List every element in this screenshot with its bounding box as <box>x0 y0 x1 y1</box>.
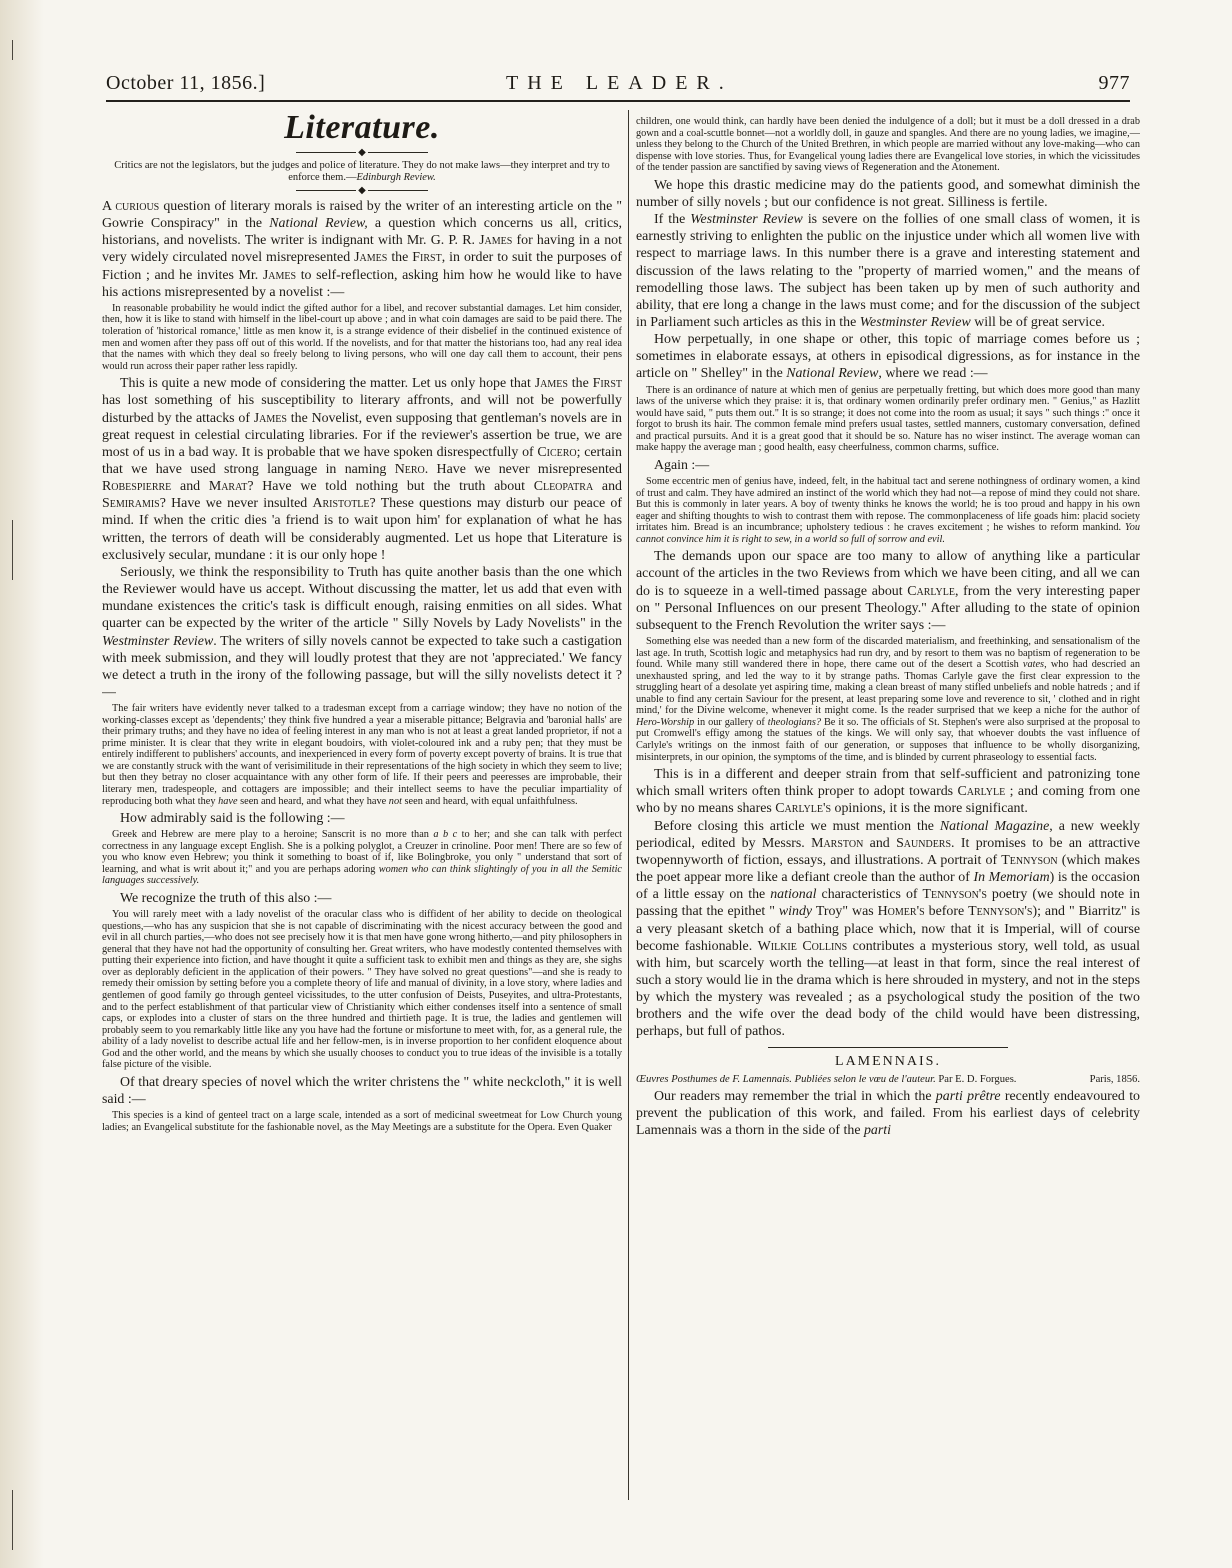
binding-mark <box>12 1490 13 1550</box>
paragraph: How perpetually, in one shape or other, this topic of marriage comes before us ; sometimes in elaborate essays, at others in episodical digressions, as for instance in the article on " Shelley" in the National Review, where we read :— <box>636 332 1140 382</box>
ornament-rule: ◆ <box>102 148 622 158</box>
right-column <box>636 106 1140 1506</box>
paragraph: How admirably said is the following :— <box>120 811 345 827</box>
motto-source: Edinburgh Review. <box>356 172 436 183</box>
block-quote: children, one would think, can hardly have been denied the indulgence of a doll; but it must be a doll dressed in a drab gown and a coal-scuttle bonnet—not a worldly doll, in gauze and spangles. And there are no young ladies, we imagine,—unless they belong to the Church of the United Brethren, in which people are married without any love-making—who can dispense with love stories. Thus, for Evangelical young ladies there are Evangelical love stories, in which the vicissitudes of the tender passion are sanctified by saving views of Regeneration and the Atonement. <box>636 116 1140 174</box>
section-title: Literature. <box>284 109 440 146</box>
paragraph: We hope this drastic medicine may do the patients good, and somewhat diminish the number of silly novels ; but our confidence is not great. Silliness is fertile. <box>636 177 1140 210</box>
ornament-rule: ◆ <box>102 186 622 196</box>
section-divider <box>768 1047 1008 1048</box>
block-quote: This species is a kind of genteel tract on a large scale, intended as a sort of medicinal sweetmeat for Low Church young ladies; an Evangelical substitute for the fashionable novel, as the May Meetings are a substitute for the Opera. Even Quaker <box>102 1110 622 1133</box>
block-quote: Some eccentric men of genius have, indeed, felt, in the habitual tact and serene nothingness of ordinary women, a kind of trust and calm. They have admired an instinct of the world which they had not—a repose of mind they could not share. But this is commonly in later years. A boy of twenty thinks he knows the world; he is too proud and happy in his own eager and shifting thoughts to wish to contrast them with repose. The commonplaceness of life goads him: placid society irritates him. Bread is an incumbrance; upholstery tedious : he craves excitement ; he wishes to reform mankind. You cannot convince him it is right to sew, in a world so full of sorrow and evil. <box>636 476 1140 545</box>
block-quote: You will rarely meet with a lady novelist of the oracular class who is diffident of her ability to decide on theological questions,—who has any suspicion that she is not capable of discriminating with the nicest accuracy between the good and evil in all church parties,—who does not see precisely how it is that men have gone wrong hitherto,—and pity philosophers in general that they have not had the opportunity of consulting her. Great writers, who have modestly contented themselves with putting their experience into fiction, and have thought it quite a sufficient task to exhibit men and things as they are, she sighs over as deplorably deficient in the application of their powers. " They have solved no great questions"—and she is ready to remedy their omission by setting before you a complete theory of life and manual of divinity, in a love story, where ladies and gentlemen of good family go through genteel vicissitudes, to the utter confusion of Deists, Puseyites, and ultra-Protestants, and to the perfect establishment of that particular view of Christianity which either condenses itself into a sentence of small caps, or explodes into a cluster of stars on the three hundred and thirtieth page. It is true, the ladies and gentlemen will probably seem to you remarkably little like any you have had the fortune or misfortune to meet with, for, as a general rule, the ability of a lady novelist to describe actual life and her fellow-men, is in inverse proportion to her confident eloquence about God and the other world, and the means by which she usually chooses to conduct you to true ideas of the invisible is a totally false picture of the visible. <box>102 909 622 1071</box>
bib-place: Paris, 1856. <box>1089 1073 1140 1085</box>
binding-mark <box>12 520 13 580</box>
binding-shadow <box>0 0 44 1568</box>
article-heading: LAMENNAIS. <box>835 1053 941 1069</box>
paragraph: The demands upon our space are too many to allow of anything like a particular account of the articles in the two Reviews from which we have been citing, and all we can do is to squeeze in a well-timed passage about Carlyle, from the very interesting paper on " Personal Influences on our present Theology." After alluding to the state of opinion subsequent to the French Revolution the writer says :— <box>636 549 1140 633</box>
header-date: October 11, 1856.] <box>106 72 266 94</box>
left-column <box>102 106 622 1506</box>
block-quote: Greek and Hebrew are mere play to a heroine; Sanscrit is no more than a b c to her; and she can talk with perfect correctness in any language except English. She is a polking polyglot, a Creuzer in crinoline. Poor men! There are so few of you who know even Hebrew; you think it something to boast of if, like Bolingbroke, you only " understand that sort of learning, and what is writ about it;" and you are perhaps adoring women who can think slightingly of you in all the Semitic languages successively. <box>102 829 622 887</box>
running-header <box>106 72 1130 100</box>
paragraph: Seriously, we think the responsibility to Truth has quite another basis than the one which the Reviewer would have us accept. Without discussing the matter, let us add that even with mundane existences the critic's task is difficult enough, raising enmities on all sides. What quarter can be expected by the writer of the article " Silly Novels by Lady Novelists" in the Westminster Review. The writers of silly novels cannot be expected to take such a castigation with meek submission, and they will loudly protest that they are not 'appreciated.' We fancy we detect a truth in the irony of the following passage, but will the silly novelists detect it ?— <box>102 564 622 701</box>
motto <box>102 160 622 184</box>
bibliographic-note: Œuvres Posthumes de F. Lamennais. Publiées selon le vœu de l'auteur. Par E. D. Forgues. Paris, 1856. <box>636 1073 1140 1085</box>
paragraph: A curious question of literary morals is raised by the writer of an interesting article on the " Gowrie Conspiracy" in the National Review, a question which concerns us all, critics, historians, and novelists. The writer is indignant with Mr. G. P. R. James for having in a not very widely circulated novel misrepresented James the First, in order to suit the purposes of Fiction ; and he invites Mr. James to self-reflection, asking him how he would like to have his actions misrepresented by a novelist :— <box>102 199 622 300</box>
block-quote: Something else was needed than a new form of the discarded materialism, and freethinking, and sensationalism of the last age. In truth, Scottish logic and metaphysics had run dry, and by resort to them was no baptism of regeneration to be found. While many still wandered there in hope, there came out of the desert a Scottish vates, who had descried an unexhausted spring, and led the way to it by strange paths. Thomas Carlyle gave the first clear expression to the struggling heart of a desolate yet aspiring time, making a clean breast of many stifled unbeliefs and noble hatreds ; and if unable to find any certain Saviour for the present, at least preparing some love and reverence to sit, ' clothed and in right mind,' for the Divine welcome, whenever it might come. Is the reader surprised that we keep a niche for the author of Hero-Worship in our gallery of theologians? Be it so. The officials of St. Stephen's were also surprised at the proposal to put Cromwell's effigy among the statues of the kings. We will only say, that whoever doubts the vast influence of Carlyle's writings on the inmost faith of our generation, or supposes that influence to be wholly disorganizing, misinterprets, in our opinion, the symptoms of the time, and is blinded by current phraseology to essential facts. <box>636 636 1140 763</box>
header-title: THE LEADER. <box>506 72 733 94</box>
block-quote: In reasonable probability he would indict the gifted author for a libel, and recover substantial damages. Let him consider, then, how it is like to stand with himself in the libel-court up above ; and in what coin damages are said to be paid there. The toleration of 'historical romance,' little as men know it, is a strange evidence of their disbelief in the continued existence of men and women after they pass off out of this world. If the novelists, and for that matter the historians too, had any real idea that the names with which they deal so freely belong to living persons, who will one day call them to account, their pens would run across their paper rather less rapidly. <box>102 302 622 372</box>
paragraph: This is quite a new mode of considering the matter. Let us only hope that James the First has lost something of his susceptibility to literary affronts, and will not be powerfully disturbed by the attacks of James the Novelist, even supposing that gentleman's novels are in great request in celestial circulating libraries. For if the reviewer's assertion be true, we are most of us in a bad way. It is probable that we have spoken disrespectfully of Cicero; certain that we have used strong language in naming Nero. Have we never misrepresented Robespierre and Marat? Have we told nothing but the truth about Cleopatra and Semiramis? Have we never insulted Aristotle? These questions may disturb our peace of mind. If when the critic dies 'a friend is to wait upon him' for explanation of what he has written, the terrors of death will be considerably augmented. Let us hope that Literature is exclusively secular, mundane : it is our only hope ! <box>102 376 622 563</box>
header-page-number: 977 <box>1098 72 1130 94</box>
paragraph: This is in a different and deeper strain from that self-sufficient and patronizing tone which small writers often think proper to adopt towards Carlyle ; and coming from one who by no means shares Carlyle's opinions, it is the more significant. <box>636 767 1140 817</box>
paragraph: Our readers may remember the trial in which the parti prêtre recently endeavoured to prevent the publication of this work, and failed. From his earliest days of celebrity Lamennais was a thorn in the side of the parti <box>636 1088 1140 1138</box>
paragraph: If the Westminster Review is severe on the follies of one small class of women, it is earnestly striving to enlighten the public on the injustice under which all women live with respect to marriage laws. In this number there is a grave and interesting statement and discussion of the laws relating to the "property of married women," and the means of remodelling those laws. The subject has been taken up by men of such authority and ability, that ere long a change in the laws must come; and for the discussion of the subject in Parliament such articles as this in the Westminster Review will be of great service. <box>636 212 1140 330</box>
block-quote: The fair writers have evidently never talked to a tradesman except from a carriage window; they have no notion of the working-classes except as 'dependents;' they think five hundred a year a miserable pittance; Belgravia and 'baronial halls' are their primary truths; and they have no idea of feeling interest in any man who is not at least a great landed proprietor, if not a prime minister. It is clear that they write in elegant boudoirs, with violet-coloured ink and a ruby pen; that they must be entirely indifferent to publishers' accounts, and inexperienced in every form of poverty except poverty of brains. It is true that we are constantly struck with the want of verisimilitude in their representations of the high society in which they seem to live; but then they betray no closer acquaintance with any other form of life. If their peers and peeresses are improbable, their literary men, tradespeople, and cottagers are impossible; and their intellect seems to have the peculiar impartiality of reproducing both what they have seen and heard, and what they have not seen and heard, with equal unfaithfulness. <box>102 703 622 807</box>
column-rule <box>628 110 629 1500</box>
block-quote: There is an ordinance of nature at which men of genius are perpetually fretting, but which does more good than many laws of the universe which they praise: it is, that ordinary women ordinarily prefer ordinary men. " Genius," as Hazlitt would have said, " puts them out." It is so strange; it does not come into the room as usual; it says " such things :" once it forgot to brush its hair. The common female mind prefers usual tastes, settled manners, customary conversation, defined and practical pursuits. And it is a great good that it should be so. Nature has no wiser instinct. The average woman can make happy the average man ; good health, easy cheerfulness, common charms, suffice. <box>636 384 1140 454</box>
paragraph: Before closing this article we must mention the National Magazine, a new weekly periodical, edited by Messrs. Marston and Saunders. It promises to be an attractive twopennyworth of fiction, essays, and illustrations. A portrait of Tennyson (which makes the poet appear more like a defiant creole than the author of In Memoriam) is the occasion of a little essay on the national characteristics of Tennyson's poetry (we should note in passing that the epithet " windy Troy" was Homer's before Tennyson's); and " Biarritz" is a very pleasant sketch of a bathing place which, now that it is Imperial, will of course become fashionable. Wilkie Collins contributes a mysterious story, well told, as usual with him, but scarcely worth the telling—at least in that form, since the real interest of such a story would lie in the drama which is here shrouded in mystery, and not in the steps by which the mystery was revealed ; as a psychological study the position of the two brothers and the wife over the dead body of the child would have been distressing, perhaps, but full of pathos. <box>636 818 1140 1040</box>
paragraph: We recognize the truth of this also :— <box>120 891 332 906</box>
paragraph: Of that dreary species of novel which the writer christens the " white neckcloth," it is well said :— <box>102 1074 622 1107</box>
binding-mark <box>12 40 13 60</box>
motto-text: Critics are not the legislators, but the judges and police of literature. They do not make laws—they interpret and try to enforce them.— <box>114 160 610 183</box>
header-rule <box>106 100 1130 102</box>
paragraph: Again :— <box>654 457 710 473</box>
